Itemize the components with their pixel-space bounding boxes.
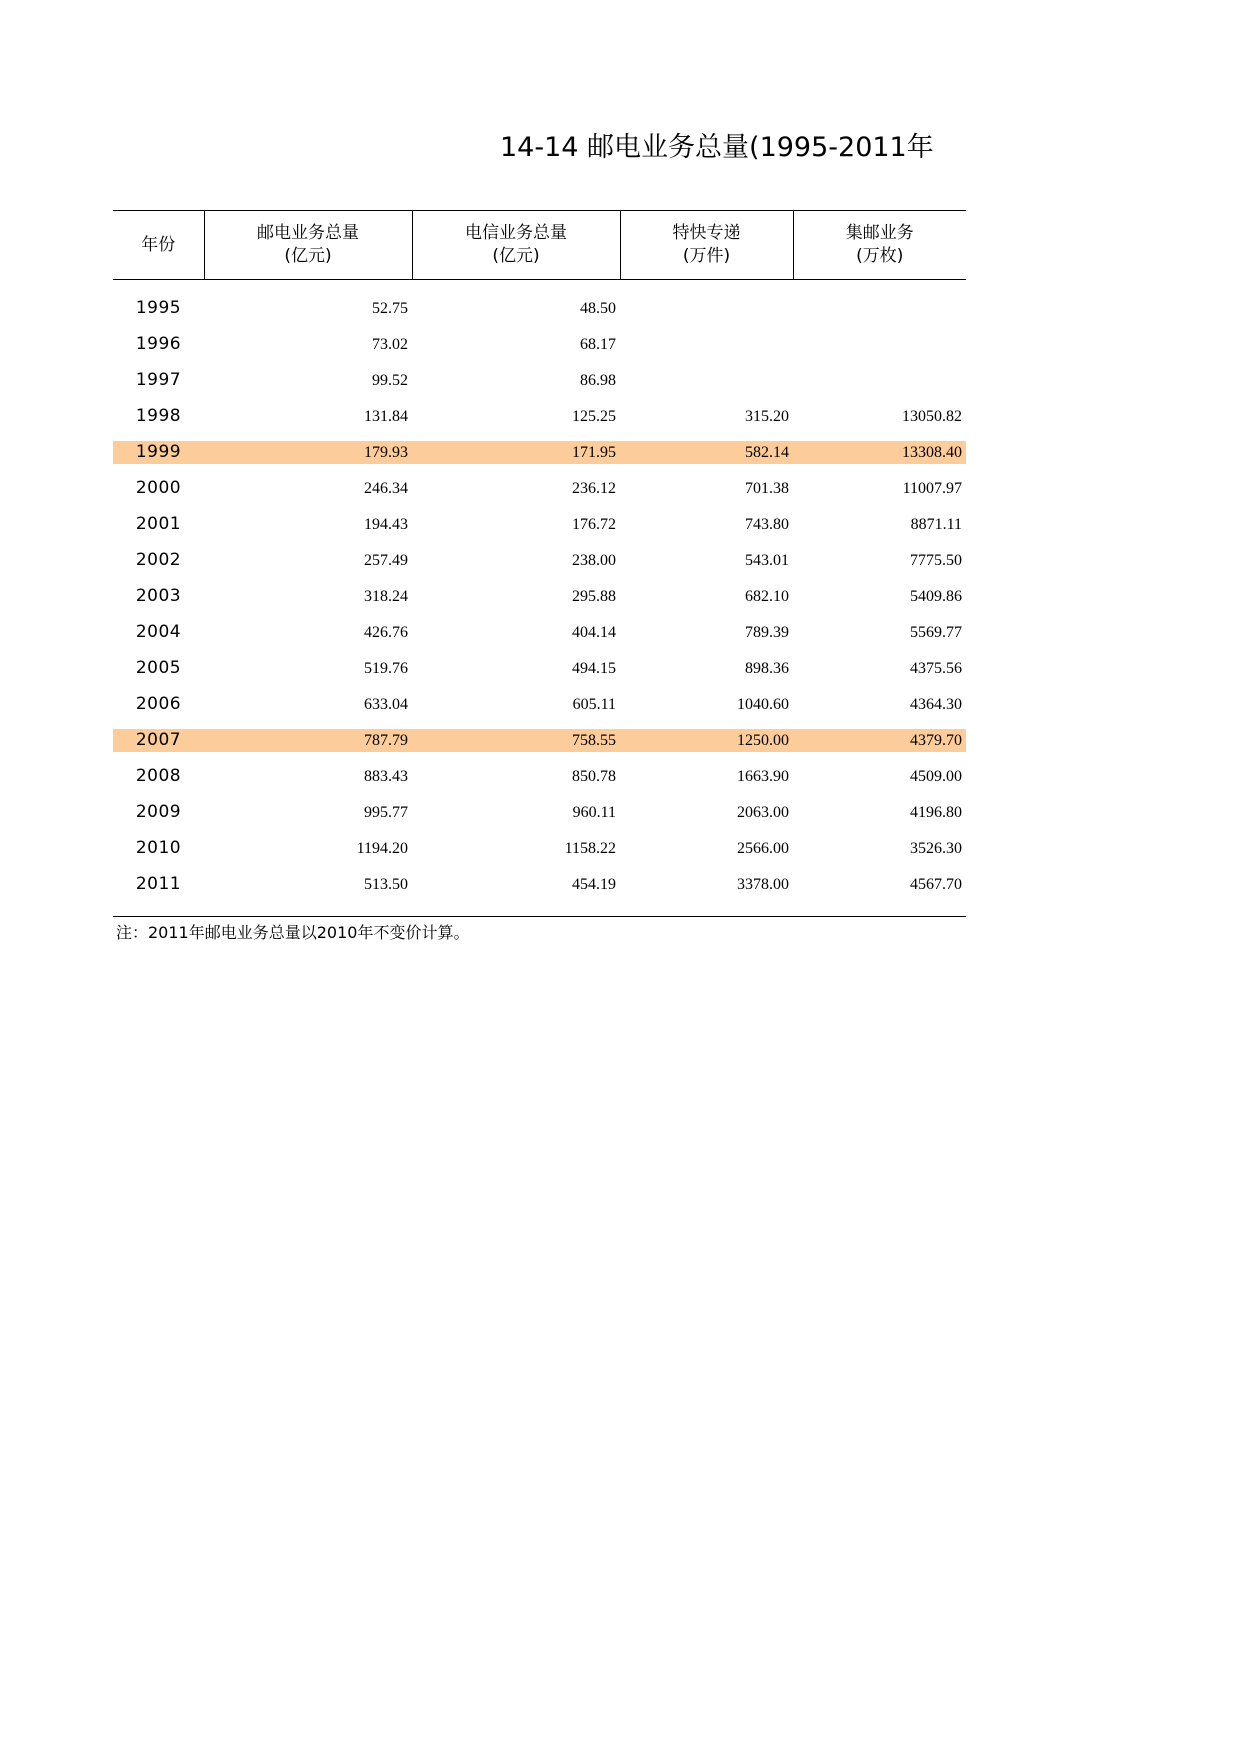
cell-year	[113, 470, 204, 506]
table-row	[113, 506, 966, 542]
cell-total	[204, 470, 412, 506]
page-title: 14-14 邮电业务总量(1995-2011年	[500, 132, 934, 163]
cell-philately	[793, 866, 966, 902]
header-row	[113, 211, 966, 280]
cell-express	[620, 614, 793, 650]
cell-telecom-value: 171.95	[412, 441, 620, 464]
cell-year-value: 1995	[135, 297, 182, 318]
cell-year	[113, 434, 204, 470]
cell-year-value: 1999	[113, 441, 204, 464]
cell-year	[113, 614, 204, 650]
cell-year-value: 2007	[113, 729, 204, 752]
cell-year-value: 2011	[135, 873, 182, 894]
cell-total	[204, 290, 412, 326]
cell-total-value: 995.77	[364, 803, 408, 821]
cell-philately	[793, 578, 966, 614]
cell-year	[113, 686, 204, 722]
cell-telecom-value: 48.50	[580, 299, 616, 317]
cell-express	[620, 362, 793, 398]
cell-total	[204, 506, 412, 542]
cell-year-value: 1998	[135, 405, 182, 426]
cell-total	[204, 614, 412, 650]
cell-philately-value: 3526.30	[910, 839, 962, 857]
cell-telecom-value: 236.12	[572, 479, 616, 497]
table-row	[113, 362, 966, 398]
cell-philately	[793, 650, 966, 686]
table-body	[113, 280, 966, 917]
cell-year-value: 2010	[135, 837, 182, 858]
cell-express-value: 682.10	[745, 587, 789, 605]
table-row	[113, 722, 966, 758]
table-bottom-rule	[113, 902, 966, 917]
table-row	[113, 794, 966, 830]
cell-year	[113, 506, 204, 542]
cell-philately	[793, 470, 966, 506]
cell-telecom-value: 295.88	[572, 587, 616, 605]
cell-year	[113, 578, 204, 614]
cell-total-value: 787.79	[204, 729, 412, 752]
cell-year	[113, 326, 204, 362]
cell-total-value: 73.02	[372, 335, 408, 353]
cell-express	[620, 290, 793, 326]
cell-year	[113, 830, 204, 866]
cell-year	[113, 794, 204, 830]
table-row	[113, 398, 966, 434]
cell-total	[204, 542, 412, 578]
table-bottom-rule-cell	[113, 902, 966, 917]
cell-telecom	[412, 794, 620, 830]
table-row	[113, 830, 966, 866]
cell-total	[204, 686, 412, 722]
cell-express	[620, 470, 793, 506]
spacer-row	[113, 280, 966, 291]
cell-philately	[793, 398, 966, 434]
cell-telecom-value: 238.00	[572, 551, 616, 569]
cell-philately-value	[793, 297, 962, 320]
table-row	[113, 866, 966, 902]
cell-express-value: 898.36	[745, 659, 789, 677]
cell-total-value: 513.50	[364, 875, 408, 893]
header-philately	[793, 211, 966, 280]
cell-telecom-value: 404.14	[572, 623, 616, 641]
cell-philately-value	[793, 369, 962, 392]
cell-year	[113, 866, 204, 902]
cell-telecom	[412, 686, 620, 722]
cell-express	[620, 326, 793, 362]
cell-express-value: 315.20	[745, 407, 789, 425]
cell-year	[113, 758, 204, 794]
header-express	[620, 211, 793, 280]
cell-total	[204, 650, 412, 686]
cell-philately	[793, 758, 966, 794]
cell-philately-value: 5569.77	[910, 623, 962, 641]
cell-express	[620, 398, 793, 434]
cell-year	[113, 650, 204, 686]
cell-telecom	[412, 650, 620, 686]
header-telecom	[412, 211, 620, 280]
cell-telecom	[412, 758, 620, 794]
cell-philately-value: 4364.30	[910, 695, 962, 713]
table-row	[113, 578, 966, 614]
cell-express-value: 2566.00	[737, 839, 789, 857]
cell-express	[620, 830, 793, 866]
header-year-label: 年份	[141, 234, 176, 255]
cell-philately	[793, 794, 966, 830]
cell-total-value: 131.84	[364, 407, 408, 425]
cell-express	[620, 506, 793, 542]
cell-philately	[793, 290, 966, 326]
cell-telecom	[412, 470, 620, 506]
cell-telecom	[412, 434, 620, 470]
cell-total	[204, 398, 412, 434]
cell-total	[204, 362, 412, 398]
cell-philately	[793, 326, 966, 362]
cell-express-value: 743.80	[745, 515, 789, 533]
cell-year-value: 1997	[135, 369, 182, 390]
cell-total-value: 194.43	[364, 515, 408, 533]
table-row	[113, 470, 966, 506]
cell-total-value: 99.52	[372, 371, 408, 389]
cell-total	[204, 578, 412, 614]
cell-philately	[793, 362, 966, 398]
header-philately-label: 集邮业务	[845, 223, 914, 243]
cell-telecom-value: 758.55	[412, 729, 620, 752]
cell-express	[620, 758, 793, 794]
table-row	[113, 758, 966, 794]
cell-express-value: 789.39	[745, 623, 789, 641]
cell-year-value: 2003	[135, 585, 182, 606]
cell-total	[204, 326, 412, 362]
cell-express-value	[620, 297, 789, 320]
cell-philately-value: 4379.70	[793, 729, 966, 752]
table-row	[113, 614, 966, 650]
cell-total	[204, 758, 412, 794]
cell-express	[620, 794, 793, 830]
cell-year-value: 1996	[135, 333, 182, 354]
cell-express-value: 543.01	[745, 551, 789, 569]
header-total-unit: (亿元)	[284, 246, 332, 266]
cell-philately-value: 4375.56	[910, 659, 962, 677]
cell-telecom	[412, 542, 620, 578]
cell-philately-value: 5409.86	[910, 587, 962, 605]
table-row	[113, 650, 966, 686]
cell-total-value: 633.04	[364, 695, 408, 713]
cell-express-value: 1250.00	[620, 729, 793, 752]
cell-philately	[793, 722, 966, 758]
cell-express-value: 3378.00	[737, 875, 789, 893]
data-table	[113, 210, 966, 917]
cell-total-value: 318.24	[364, 587, 408, 605]
cell-philately-value: 13050.82	[902, 407, 962, 425]
cell-year	[113, 362, 204, 398]
header-philately-unit: (万枚)	[856, 246, 904, 266]
cell-telecom	[412, 506, 620, 542]
cell-express	[620, 578, 793, 614]
cell-total-value: 246.34	[364, 479, 408, 497]
cell-philately	[793, 506, 966, 542]
cell-year-value: 2000	[135, 477, 182, 498]
cell-year-value: 2002	[135, 549, 182, 570]
cell-year	[113, 542, 204, 578]
cell-express-value: 701.38	[745, 479, 789, 497]
cell-express	[620, 722, 793, 758]
cell-telecom-value: 494.15	[572, 659, 616, 677]
cell-total-value: 883.43	[364, 767, 408, 785]
cell-year	[113, 398, 204, 434]
cell-philately	[793, 830, 966, 866]
cell-telecom	[412, 722, 620, 758]
cell-express-value: 2063.00	[737, 803, 789, 821]
cell-telecom	[412, 398, 620, 434]
cell-express	[620, 866, 793, 902]
cell-telecom-value: 176.72	[572, 515, 616, 533]
cell-year-value: 2001	[135, 513, 182, 534]
cell-telecom	[412, 578, 620, 614]
cell-express	[620, 434, 793, 470]
cell-express-value	[620, 369, 789, 392]
cell-telecom-value: 1158.22	[564, 839, 616, 857]
cell-year	[113, 290, 204, 326]
cell-telecom	[412, 614, 620, 650]
cell-total-value: 52.75	[372, 299, 408, 317]
cell-philately-value: 13308.40	[793, 441, 966, 464]
cell-telecom	[412, 362, 620, 398]
cell-total-value: 426.76	[364, 623, 408, 641]
cell-telecom-value: 960.11	[572, 803, 616, 821]
cell-total	[204, 722, 412, 758]
header-telecom-unit: (亿元)	[492, 246, 540, 266]
cell-telecom-value: 850.78	[572, 767, 616, 785]
cell-year-value: 2004	[135, 621, 182, 642]
cell-express-value	[620, 333, 789, 356]
cell-total-value: 519.76	[364, 659, 408, 677]
cell-telecom	[412, 290, 620, 326]
cell-philately	[793, 434, 966, 470]
cell-telecom	[412, 866, 620, 902]
cell-total	[204, 866, 412, 902]
header-total	[204, 211, 412, 280]
header-year	[113, 211, 204, 280]
cell-year-value: 2005	[135, 657, 182, 678]
table-row	[113, 542, 966, 578]
cell-year-value: 2006	[135, 693, 182, 714]
cell-philately	[793, 686, 966, 722]
cell-philately-value: 7775.50	[910, 551, 962, 569]
cell-telecom	[412, 830, 620, 866]
cell-express	[620, 542, 793, 578]
header-total-label: 邮电业务总量	[257, 223, 359, 243]
cell-express	[620, 650, 793, 686]
cell-total	[204, 794, 412, 830]
cell-philately	[793, 614, 966, 650]
table-row	[113, 686, 966, 722]
cell-philately-value: 11007.97	[902, 479, 962, 497]
table-row	[113, 434, 966, 470]
cell-total-value: 179.93	[204, 441, 412, 464]
table-row	[113, 290, 966, 326]
header-express-label: 特快专递	[672, 223, 741, 243]
cell-telecom-value: 68.17	[580, 335, 616, 353]
cell-philately-value: 4196.80	[910, 803, 962, 821]
header-telecom-label: 电信业务总量	[465, 223, 567, 243]
table-row	[113, 326, 966, 362]
cell-philately	[793, 542, 966, 578]
cell-express	[620, 686, 793, 722]
cell-philately-value: 8871.11	[910, 515, 962, 533]
cell-total	[204, 830, 412, 866]
cell-express-value: 1040.60	[737, 695, 789, 713]
cell-year-value: 2009	[135, 801, 182, 822]
footnote: 注：2011年邮电业务总量以2010年不变价计算。	[116, 923, 470, 942]
spacer-cell	[113, 280, 966, 291]
cell-total-value: 257.49	[364, 551, 408, 569]
cell-year-value: 2008	[135, 765, 182, 786]
cell-express-value: 1663.90	[737, 767, 789, 785]
cell-philately-value: 4509.00	[910, 767, 962, 785]
cell-philately-value	[793, 333, 962, 356]
header-express-unit: (万件)	[682, 246, 731, 266]
cell-total-value: 1194.20	[356, 839, 408, 857]
cell-year	[113, 722, 204, 758]
cell-telecom-value: 86.98	[580, 371, 616, 389]
cell-total	[204, 434, 412, 470]
cell-telecom	[412, 326, 620, 362]
cell-telecom-value: 125.25	[572, 407, 616, 425]
cell-philately-value: 4567.70	[910, 875, 962, 893]
cell-telecom-value: 454.19	[572, 875, 616, 893]
cell-telecom-value: 605.11	[572, 695, 616, 713]
cell-express-value: 582.14	[620, 441, 793, 464]
